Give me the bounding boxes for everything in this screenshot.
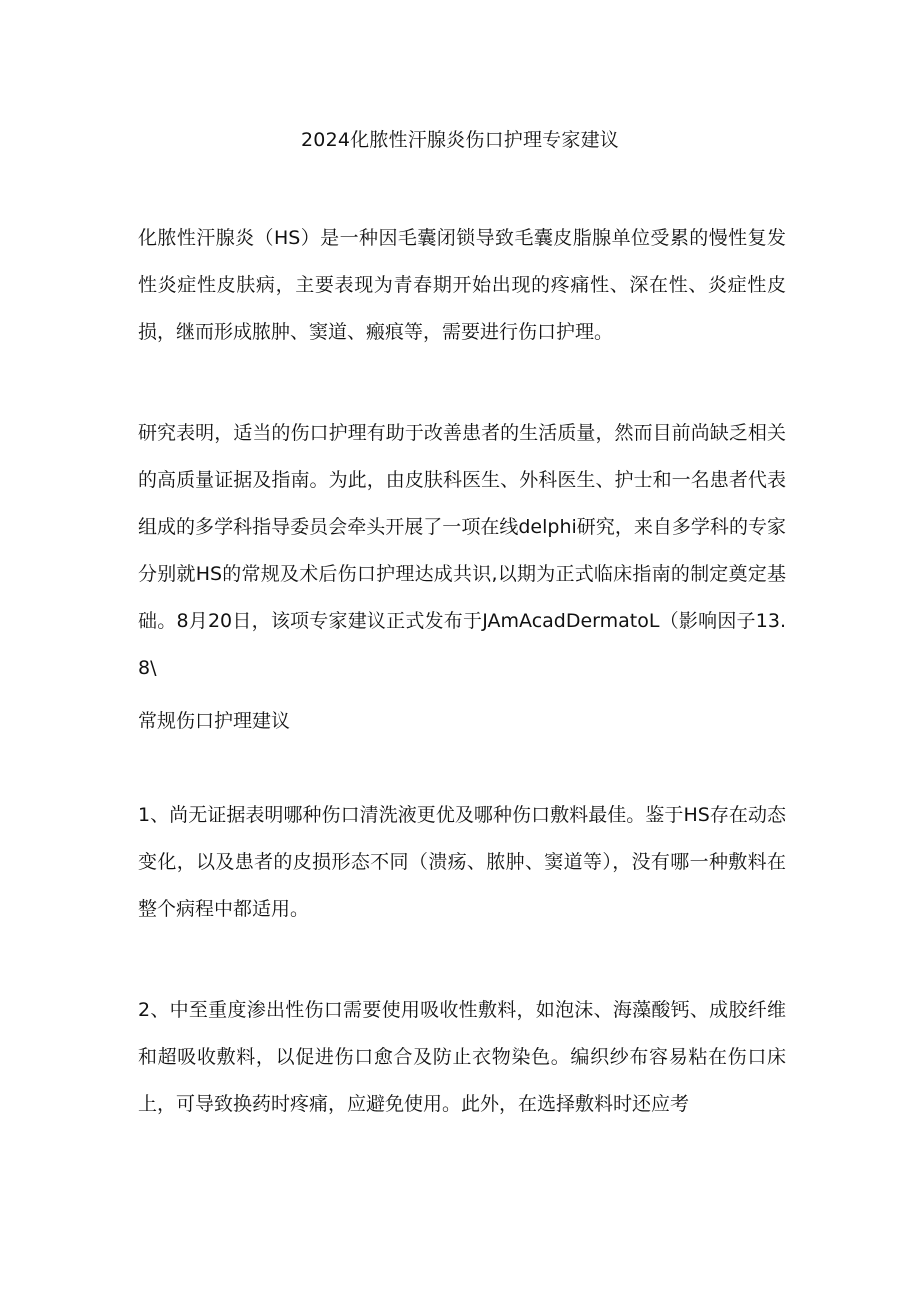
paragraph-research: 研究表明，适当的伤口护理有助于改善患者的生活质量，然而目前尚缺乏相关的高质量证据及指南。为此，由皮肤科医生、外科医生、护士和一名患者代表组成的多学科指导委员会牵头开展了一项在线delphi研究，来自多学科的专家分别就HS的常规及术后伤口护理达成共识,以期为正式临床指南的制定奠定基础。8月20日，该项专家建议正式发布于JAmAcadDermatoL（影响因子13.8\	[138, 422, 786, 679]
section-heading: 常规伤口护理建议	[138, 710, 291, 732]
document-title: 2024化脓性汗腺炎伤口护理专家建议	[301, 129, 619, 151]
paragraph-intro: 化脓性汗腺炎（HS）是一种因毛囊闭锁导致毛囊皮脂腺单位受累的慢性复发性炎症性皮肤病，主要表现为青春期开始出现的疼痛性、深在性、炎症性皮损，继而形成脓肿、窦道、瘢痕等，需要进行伤口护理。	[138, 227, 786, 343]
recommendation-item-1: 1、尚无证据表明哪种伤口清洗液更优及哪种伤口敷料最佳。鉴于HS存在动态变化，以及患者的皮损形态不同（溃疡、脓肿、窦道等），没有哪一种敷料在整个病程中都适用。	[138, 804, 786, 920]
recommendation-item-2: 2、中至重度渗出性伤口需要使用吸收性敷料，如泡沫、海藻酸钙、成胶纤维和超吸收敷料，以促进伤口愈合及防止衣物染色。编织纱布容易粘在伤口床上，可导致换药时疼痛，应避免使用。此外，在选择敷料时还应考	[138, 999, 786, 1115]
